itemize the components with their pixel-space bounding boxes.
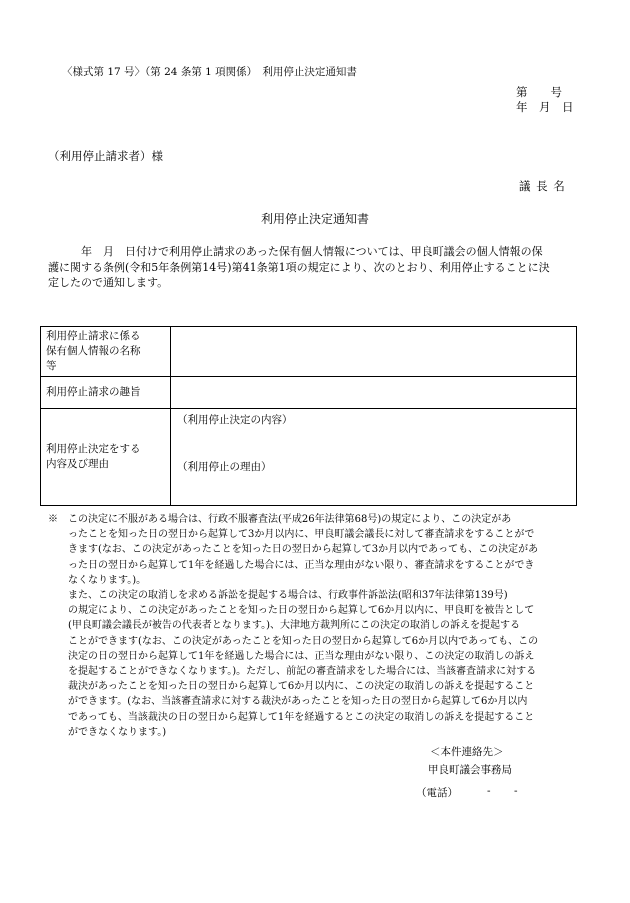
note-line: 裁決があったことを知った日の翌日から起算して6か月以内に、この決定の取消しの訴えを提起すること	[48, 681, 535, 693]
body-line: 護に関する条例(令和5年条例第14号)第41条第1項の規定により、次のとおり、利用停止することに決	[48, 260, 550, 274]
notes-section	[48, 512, 588, 740]
document-number: 第 号	[516, 85, 562, 99]
form-title: 〈様式第 17 号〉（第 24 条第 1 項関係） 利用停止決定通知書	[62, 66, 357, 78]
note-line: であっても、当該裁決の日の翌日から起算して1年を経過するとこの決定の取消しの訴えを提起すること	[48, 711, 535, 723]
note-line: ※ この決定に不服がある場合は、行政不服審査法(平成26年法律第68号)の規定により、この決定があ	[48, 514, 512, 525]
table-row	[41, 377, 577, 409]
note-line: (甲良町議会議長が被告の代表者となります。)、大津地方裁判所にこの決定の取消しの訴えを提起する	[48, 620, 521, 632]
phone-dash: -	[514, 785, 518, 797]
table-label-line: 利用停止請求の趣旨	[46, 386, 141, 398]
contact-phone-label: （電話）	[416, 787, 458, 799]
note-line: ができなくなります。)	[48, 726, 167, 738]
note-line: ったことを知った日の翌日から起算して3か月以内に、甲良町議会議長に対して審査請求をすることがで	[48, 529, 535, 541]
decision-reason-label: （利用停止の理由）	[177, 461, 272, 473]
table-label-line: 利用停止請求に係る	[46, 330, 141, 342]
decision-content-label: （利用停止決定の内容）	[177, 414, 293, 426]
content-reason-box	[171, 409, 576, 505]
table-row	[41, 409, 577, 506]
table-label-line: 利用停止決定をする	[46, 443, 141, 455]
contact-office: 甲良町議会事務局	[428, 764, 512, 776]
table-value-cell	[171, 327, 577, 377]
table-label-cell	[41, 377, 171, 409]
note-line: ことができます(なお、この決定があったことを知った日の翌日から起算して6か月以内であっても、この	[48, 635, 539, 647]
document-date: 年 月 日	[516, 100, 574, 114]
body-line: 年 月 日付けで利用停止請求のあった保有個人情報については、甲良町議会の個人情報の保	[48, 245, 543, 258]
note-line: ができます。(なお、当該審査請求に対する裁決があったことを知った日の翌日から起算して6か月以内	[48, 696, 528, 708]
addressee: （利用停止請求者）様	[48, 149, 163, 163]
decision-table	[40, 326, 577, 506]
sender-name: 議 長 名	[519, 179, 566, 193]
table-label-line: 内容及び理由	[46, 458, 109, 470]
body-paragraph	[48, 244, 588, 291]
table-label-cell	[41, 327, 171, 377]
table-value-cell	[171, 377, 577, 409]
table-value-cell	[171, 409, 577, 506]
note-line: なくなります。)。	[48, 574, 147, 586]
note-line: きます(なお、この決定があったことを知った日の翌日から起算して3か月以内であっても、この決定があ	[48, 544, 539, 556]
note-line: の規定により、この決定があったことを知った日の翌日から起算して6か月以内に、甲良町を被告として	[48, 605, 535, 617]
note-line: また、この決定の取消しを求める訴訟を提起する場合は、行政事件訴訟法(昭和37年法律第139号)	[48, 590, 508, 602]
note-line: を提起することができなくなります。)。ただし、前記の審査請求をした場合には、当該審査請求に対する	[48, 666, 537, 678]
body-line: 定したので通知します。	[48, 276, 169, 289]
table-label-line: 等	[46, 360, 57, 372]
contact-heading: ＜本件連絡先＞	[430, 746, 504, 758]
note-line: った日の翌日から起算して1年を経過した場合には、正当な理由がない限り、審査請求をすることができ	[48, 559, 535, 571]
table-label-cell	[41, 409, 171, 506]
note-line: 決定の日の翌日から起算して1年を経過した場合には、正当な理由がない限り、この決定の取消しの訴え	[48, 650, 535, 662]
table-row	[41, 327, 577, 377]
phone-dash: -	[487, 785, 491, 797]
document-title: 利用停止決定通知書	[260, 212, 369, 226]
table-label-line: 保有個人情報の名称	[46, 345, 141, 357]
